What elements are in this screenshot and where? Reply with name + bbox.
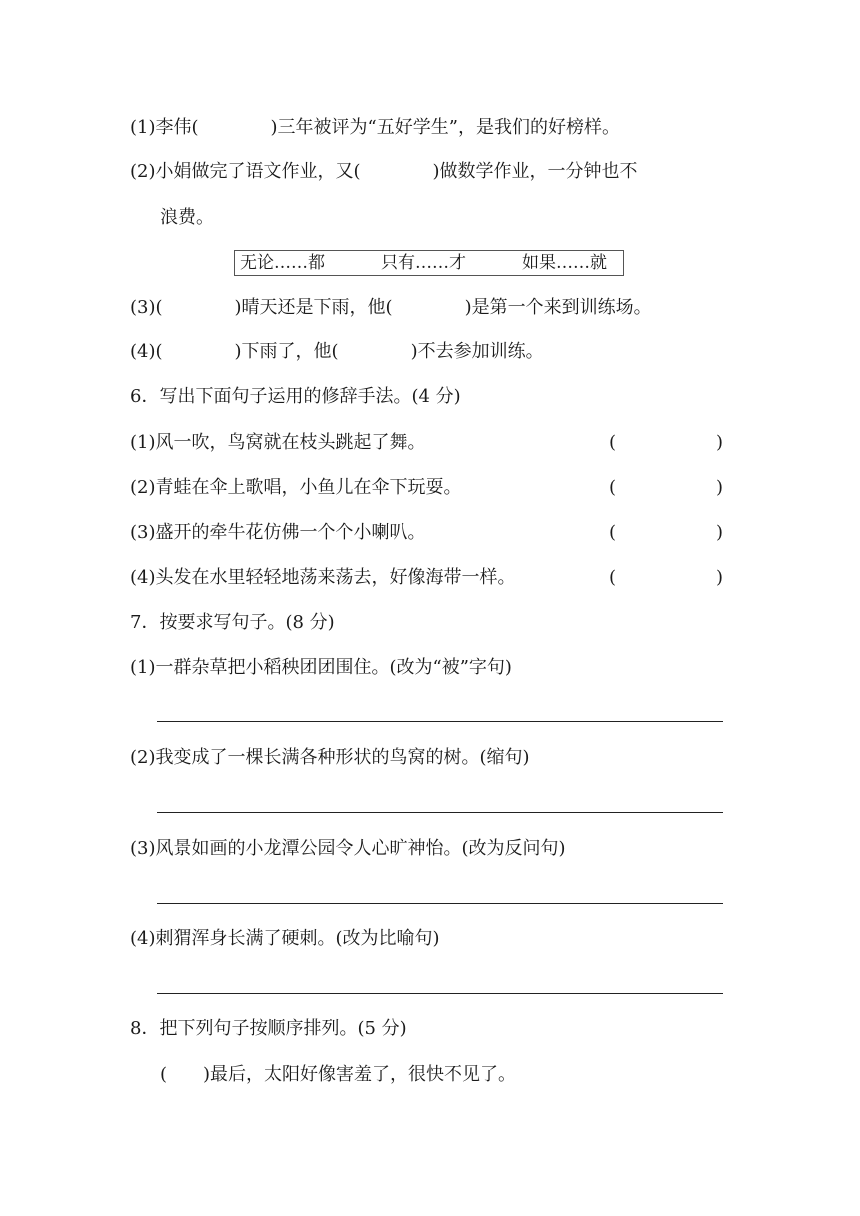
q6-item-4: (4)头发在水里轻轻地荡来荡去，好像海带一样。 <box>130 567 516 588</box>
q6-title: 6．写出下面句子运用的修辞手法。(4 分) <box>130 386 461 407</box>
q6-answer-open-4: ( <box>609 567 617 588</box>
q7-title: 7．按要求写句子。(8 分) <box>130 612 335 633</box>
word-choice-3: 如果……就 <box>522 253 607 273</box>
q5-item-2: (2)小娟做完了语文作业，又( )做数学作业，一分钟也不 <box>130 161 638 182</box>
q5-item-3: (3)( )晴天还是下雨，他( )是第一个来到训练场。 <box>130 297 652 318</box>
q7-answer-line-3[interactable] <box>157 903 723 904</box>
word-choice-1: 无论……都 <box>240 253 325 273</box>
q7-item-3: (3)风景如画的小龙潭公园令人心旷神怡。(改为反问句) <box>130 838 566 859</box>
q6-answer-close-1: ) <box>716 432 724 453</box>
q8-item-1: ( )最后，太阳好像害羞了，很快不见了。 <box>160 1064 517 1085</box>
q7-answer-line-4[interactable] <box>157 993 723 994</box>
q7-item-1: (1)一群杂草把小稻秧团团围住。(改为“被”字句) <box>130 657 512 678</box>
q7-item-2: (2)我变成了一棵长满各种形状的鸟窝的树。(缩句) <box>130 747 530 768</box>
q6-item-3: (3)盛开的牵牛花仿佛一个个小喇叭。 <box>130 522 426 543</box>
q6-answer-open-1: ( <box>609 432 617 453</box>
q6-answer-close-4: ) <box>716 567 724 588</box>
q6-answer-close-2: ) <box>716 477 724 498</box>
q6-answer-close-3: ) <box>716 522 724 543</box>
q6-answer-open-2: ( <box>609 477 617 498</box>
q5-item-2-continuation: 浪费。 <box>160 207 214 228</box>
q7-item-4: (4)刺猬浑身长满了硬刺。(改为比喻句) <box>130 928 440 949</box>
q5-item-4: (4)( )下雨了，他( )不去参加训练。 <box>130 341 544 362</box>
word-choice-box <box>234 250 624 276</box>
q6-item-2: (2)青蛙在伞上歌唱，小鱼儿在伞下玩耍。 <box>130 477 462 498</box>
q7-answer-line-2[interactable] <box>157 812 723 813</box>
word-choice-2: 只有……才 <box>381 253 466 273</box>
q6-item-1: (1)风一吹，鸟窝就在枝头跳起了舞。 <box>130 432 426 453</box>
q6-answer-open-3: ( <box>609 522 617 543</box>
q8-title: 8．把下列句子按顺序排列。(5 分) <box>130 1018 407 1039</box>
q5-item-1: (1)李伟( )三年被评为“五好学生”，是我们的好榜样。 <box>130 117 620 138</box>
q7-answer-line-1[interactable] <box>157 721 723 722</box>
